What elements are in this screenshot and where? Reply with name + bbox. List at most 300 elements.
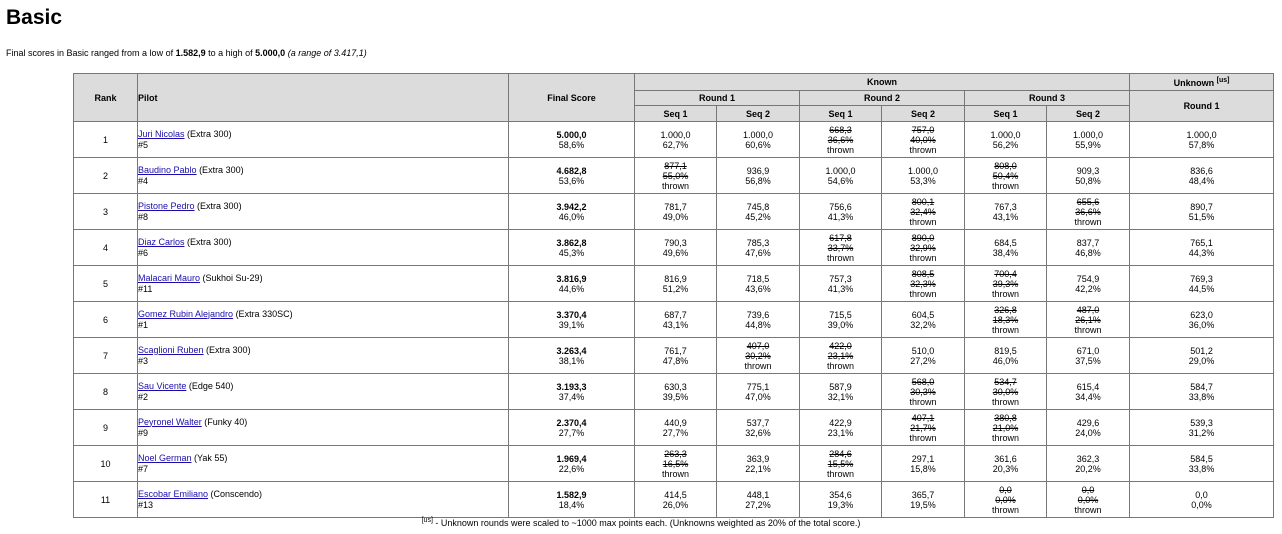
- final-score-percent: 38,1%: [558, 355, 585, 366]
- score-cell: [635, 374, 717, 410]
- final-score-percent: 58,6%: [558, 139, 585, 150]
- seq-score-value: 407,0: [746, 340, 770, 351]
- thrown-score-cell: [800, 230, 882, 266]
- rank-cell: 4: [74, 230, 138, 266]
- score-cell: [882, 446, 965, 482]
- pilot-link[interactable]: Gomez Rubin Alejandro: [138, 308, 234, 319]
- aircraft-label: (Yak 55): [191, 452, 228, 463]
- pilot-cell: [138, 338, 509, 374]
- seq-score-percent: 37,5%: [1075, 355, 1101, 366]
- seq-score-value: 785,3: [746, 237, 770, 248]
- seq-score-value: 877,1: [664, 160, 687, 171]
- seq-score-percent: 27,2%: [910, 355, 936, 366]
- table-row: [74, 302, 1274, 338]
- final-score-value: 5.000,0: [556, 129, 587, 140]
- seq2-header: Seq 2: [1047, 106, 1130, 122]
- seq-score-percent: 47,6%: [745, 247, 771, 258]
- seq-score-value: 361,6: [994, 453, 1017, 464]
- pilot-header: Pilot: [138, 74, 509, 122]
- seq-score-value: 1.000,0: [907, 165, 939, 176]
- seq-score-percent: 46,0%: [992, 355, 1019, 366]
- pilot-cell: [138, 374, 509, 410]
- pilot-link[interactable]: Pistone Pedro: [138, 200, 195, 211]
- score-cell: [1130, 302, 1274, 338]
- seq-score-percent: 39,3%: [992, 278, 1019, 289]
- seq-score-percent: 20,2%: [1075, 463, 1101, 474]
- final-score-percent: 45,3%: [558, 247, 585, 258]
- table-row: [74, 338, 1274, 374]
- seq-score-percent: 39,0%: [827, 319, 854, 330]
- seq-score-value: 0,0: [999, 484, 1012, 495]
- seq-score-percent: 50,8%: [1075, 175, 1101, 186]
- aircraft-label: (Extra 300): [194, 200, 242, 211]
- table-row: [74, 266, 1274, 302]
- seq-score-percent: 23,1%: [827, 350, 854, 361]
- seq-score-percent: 32,6%: [745, 427, 771, 438]
- seq-score-value: 534,7: [994, 376, 1017, 387]
- seq-score-percent: 48,4%: [1188, 175, 1215, 186]
- score-cell: [965, 122, 1047, 158]
- seq-score-percent: 46,8%: [1075, 247, 1101, 258]
- thrown-label: thrown: [909, 252, 937, 263]
- thrown-label: thrown: [909, 432, 937, 443]
- aircraft-label: (Extra 330SC): [233, 308, 293, 319]
- pilot-number: #11: [138, 283, 153, 294]
- table-row: [74, 230, 1274, 266]
- seq-score-value: 745,8: [746, 201, 770, 212]
- unknown-header: [1130, 74, 1274, 91]
- pilot-cell: [138, 266, 509, 302]
- pilot-number: #7: [138, 463, 149, 474]
- thrown-label: thrown: [826, 144, 854, 155]
- seq-score-percent: 0,0%: [1077, 494, 1099, 505]
- final-score-header: Final Score: [509, 74, 635, 122]
- seq-score-value: 775,1: [746, 381, 770, 392]
- aircraft-label: (Sukhoi Su-29): [200, 272, 263, 283]
- thrown-label: thrown: [909, 144, 937, 155]
- seq1-header: Seq 1: [800, 106, 882, 122]
- score-cell: [635, 266, 717, 302]
- seq-score-value: 568,0: [911, 376, 935, 387]
- seq-score-percent: 56,8%: [745, 175, 771, 186]
- seq-score-value: 0,0: [1081, 484, 1095, 495]
- score-cell: [800, 410, 882, 446]
- pilot-number: #3: [138, 355, 149, 366]
- rank-cell: 6: [74, 302, 138, 338]
- seq-score-value: 615,4: [1076, 381, 1100, 392]
- thrown-score-cell: [965, 482, 1047, 518]
- score-cell: [635, 482, 717, 518]
- score-cell: [635, 122, 717, 158]
- final-score-cell: [509, 482, 635, 518]
- seq-score-percent: 32,1%: [827, 391, 854, 402]
- seq-score-value: 623,0: [1190, 309, 1213, 320]
- score-cell: [717, 410, 800, 446]
- score-cell: [635, 410, 717, 446]
- final-score-percent: 37,4%: [558, 391, 585, 402]
- final-score-value: 3.263,4: [556, 345, 587, 356]
- seq-score-percent: 36,6%: [1075, 206, 1101, 217]
- table-row: [74, 374, 1274, 410]
- pilot-link[interactable]: Baudino Pablo: [138, 164, 197, 175]
- final-score-cell: [509, 158, 635, 194]
- seq-score-value: 539,3: [1190, 417, 1213, 428]
- rank-cell: 5: [74, 266, 138, 302]
- seq-score-percent: 31,2%: [1188, 427, 1215, 438]
- table-row: [74, 410, 1274, 446]
- score-cell: [800, 158, 882, 194]
- pilot-cell: [138, 410, 509, 446]
- thrown-label: thrown: [826, 252, 854, 263]
- score-cell: [1047, 122, 1130, 158]
- unknown-footnote-ref: [us]: [1216, 76, 1230, 84]
- aircraft-label: (Extra 300): [184, 128, 232, 139]
- thrown-label: thrown: [1074, 216, 1102, 227]
- pilot-number: #9: [138, 427, 149, 438]
- final-score-value: 1.582,9: [556, 489, 587, 500]
- final-score-value: 3.193,3: [556, 381, 587, 392]
- final-score-percent: 44,6%: [558, 283, 585, 294]
- aircraft-label: (Funky 40): [201, 416, 248, 427]
- seq-score-percent: 27,2%: [745, 499, 771, 510]
- thrown-label: thrown: [826, 360, 854, 371]
- seq-score-value: 800,1: [911, 196, 935, 207]
- final-score-percent: 22,6%: [558, 463, 585, 474]
- seq-score-value: 263,3: [664, 448, 687, 459]
- aircraft-label: (Conscendo): [208, 488, 263, 499]
- results-body: [74, 122, 1274, 518]
- seq-score-value: 604,5: [911, 309, 935, 320]
- seq-score-value: 767,3: [994, 201, 1017, 212]
- seq-score-percent: 30,2%: [745, 350, 771, 361]
- seq-score-value: 757,3: [829, 273, 852, 284]
- unknown-label: Unknown: [1173, 77, 1215, 88]
- thrown-label: thrown: [909, 216, 937, 227]
- score-cell: [1130, 122, 1274, 158]
- rank-cell: 10: [74, 446, 138, 482]
- seq-score-percent: 44,5%: [1188, 283, 1215, 294]
- final-score-percent: 27,7%: [558, 427, 585, 438]
- seq-score-percent: 42,2%: [1075, 283, 1101, 294]
- round3-header: Round 3: [965, 91, 1130, 106]
- seq-score-value: 587,9: [829, 381, 852, 392]
- pilot-cell: [138, 158, 509, 194]
- seq-score-value: 739,6: [746, 309, 770, 320]
- score-cell: [1047, 374, 1130, 410]
- score-cell: [800, 302, 882, 338]
- seq-score-percent: 47,0%: [745, 391, 771, 402]
- seq-score-value: 1.000,0: [1186, 129, 1217, 140]
- aircraft-label: (Extra 300): [196, 164, 244, 175]
- seq-score-percent: 49,0%: [662, 211, 689, 222]
- seq-score-percent: 29,0%: [1188, 355, 1215, 366]
- seq-score-value: 617,8: [829, 232, 852, 243]
- pilot-link[interactable]: Escobar Emiliano: [138, 488, 209, 499]
- score-cell: [965, 230, 1047, 266]
- score-cell: [1047, 230, 1130, 266]
- seq1-header: Seq 1: [635, 106, 717, 122]
- score-cell: [1047, 266, 1130, 302]
- thrown-label: thrown: [991, 324, 1019, 335]
- score-cell: [800, 194, 882, 230]
- final-score-cell: [509, 266, 635, 302]
- rank-header: Rank: [74, 74, 138, 122]
- seq-score-value: 765,1: [1190, 237, 1213, 248]
- thrown-score-cell: [717, 338, 800, 374]
- score-cell: [717, 230, 800, 266]
- seq-score-percent: 39,5%: [662, 391, 689, 402]
- score-range-summary: [6, 48, 367, 59]
- final-score-percent: 53,6%: [558, 175, 585, 186]
- thrown-score-cell: [800, 446, 882, 482]
- seq-score-value: 808,0: [994, 160, 1017, 171]
- final-score-value: 1.969,4: [556, 453, 587, 464]
- seq-score-percent: 62,7%: [662, 139, 689, 150]
- seq-score-percent: 0,0%: [995, 494, 1016, 505]
- rank-cell: 8: [74, 374, 138, 410]
- seq-score-percent: 33,8%: [1188, 463, 1215, 474]
- seq-score-percent: 0,0%: [1191, 499, 1212, 510]
- round2-header: Round 2: [800, 91, 965, 106]
- seq-score-value: 781,7: [664, 201, 687, 212]
- final-score-value: 4.682,8: [556, 165, 587, 176]
- seq-score-percent: 45,2%: [745, 211, 771, 222]
- score-cell: [635, 338, 717, 374]
- thrown-score-cell: [882, 266, 965, 302]
- seq-score-percent: 26,1%: [1075, 314, 1101, 325]
- footnote: [0, 517, 1282, 528]
- final-score-value: 3.942,2: [556, 201, 587, 212]
- seq-score-percent: 43,1%: [662, 319, 689, 330]
- seq-score-percent: 15,5%: [827, 458, 854, 469]
- score-cell: [717, 374, 800, 410]
- seq-score-percent: 34,4%: [1075, 391, 1101, 402]
- seq-score-percent: 38,4%: [992, 247, 1019, 258]
- pilot-link[interactable]: Juri Nicolas: [138, 128, 185, 139]
- rank-cell: 9: [74, 410, 138, 446]
- thrown-label: thrown: [661, 468, 689, 479]
- pilot-number: #6: [138, 247, 149, 258]
- seq-score-percent: 19,5%: [910, 499, 936, 510]
- thrown-score-cell: [800, 122, 882, 158]
- seq-score-value: 297,1: [911, 453, 935, 464]
- seq-score-percent: 53,3%: [910, 175, 936, 186]
- seq-score-value: 836,6: [1190, 165, 1213, 176]
- seq-score-percent: 18,3%: [992, 314, 1019, 325]
- thrown-label: thrown: [991, 180, 1019, 191]
- seq-score-percent: 44,3%: [1188, 247, 1215, 258]
- score-cell: [800, 374, 882, 410]
- seq-score-value: 687,7: [664, 309, 687, 320]
- rank-cell: 1: [74, 122, 138, 158]
- seq-score-percent: 21,7%: [910, 422, 936, 433]
- known-header: Known: [635, 74, 1130, 91]
- pilot-link[interactable]: Scaglioni Ruben: [138, 344, 204, 355]
- seq-score-value: 584,5: [1190, 453, 1213, 464]
- pilot-cell: [138, 230, 509, 266]
- pilot-cell: [138, 446, 509, 482]
- final-score-cell: [509, 230, 635, 266]
- final-score-value: 2.370,4: [556, 417, 587, 428]
- seq-score-value: 1.000,0: [825, 165, 856, 176]
- score-cell: [717, 194, 800, 230]
- seq-score-percent: 15,8%: [910, 463, 936, 474]
- seq-score-percent: 43,6%: [745, 283, 771, 294]
- pilot-link[interactable]: Diaz Carlos: [138, 236, 185, 247]
- thrown-label: thrown: [909, 396, 937, 407]
- seq-score-value: 354,6: [829, 489, 852, 500]
- seq-score-value: 790,3: [664, 237, 687, 248]
- thrown-score-cell: [965, 410, 1047, 446]
- pilot-number: #5: [138, 139, 149, 150]
- score-cell: [635, 302, 717, 338]
- thrown-label: thrown: [1074, 324, 1102, 335]
- seq-score-value: 756,6: [829, 201, 852, 212]
- score-cell: [717, 158, 800, 194]
- score-cell: [965, 338, 1047, 374]
- seq-score-percent: 47,8%: [662, 355, 689, 366]
- score-cell: [965, 194, 1047, 230]
- seq-score-percent: 30,3%: [910, 386, 936, 397]
- score-cell: [882, 482, 965, 518]
- seq-score-percent: 19,3%: [827, 499, 854, 510]
- seq-score-percent: 55,0%: [662, 170, 689, 181]
- rank-cell: 3: [74, 194, 138, 230]
- seq-score-percent: 33,7%: [827, 242, 854, 253]
- table-row: [74, 122, 1274, 158]
- pilot-link[interactable]: Peyronel Walter: [138, 416, 202, 427]
- seq-score-percent: 24,0%: [1075, 427, 1101, 438]
- summary-prefix: Final scores in Basic ranged from a low of: [6, 48, 176, 58]
- rank-cell: 2: [74, 158, 138, 194]
- table-row: [74, 446, 1274, 482]
- seq-score-percent: 32,4%: [910, 206, 936, 217]
- score-cell: [717, 482, 800, 518]
- final-score-value: 3.862,8: [556, 237, 587, 248]
- score-cell: [1047, 158, 1130, 194]
- seq-score-value: 429,6: [1076, 417, 1100, 428]
- final-score-value: 3.816,9: [556, 273, 587, 284]
- thrown-score-cell: [882, 230, 965, 266]
- footnote-marker: [us]: [421, 517, 433, 524]
- thrown-score-cell: [635, 158, 717, 194]
- score-cell: [1130, 338, 1274, 374]
- seq-score-value: 414,5: [664, 489, 687, 500]
- seq-score-percent: 23,1%: [827, 427, 854, 438]
- seq-score-percent: 41,3%: [827, 283, 854, 294]
- seq-score-value: 761,7: [664, 345, 687, 356]
- seq-score-percent: 22,1%: [745, 463, 771, 474]
- seq-score-percent: 49,6%: [662, 247, 689, 258]
- thrown-label: thrown: [826, 468, 854, 479]
- footnote-text: - Unknown rounds were scaled to ~1000 max points each. (Unknowns weighted as 20% of the total score.): [432, 518, 861, 528]
- thrown-score-cell: [635, 446, 717, 482]
- seq-score-value: 537,7: [746, 417, 770, 428]
- score-cell: [1130, 194, 1274, 230]
- score-cell: [1130, 266, 1274, 302]
- pilot-cell: [138, 122, 509, 158]
- final-score-cell: [509, 194, 635, 230]
- pilot-number: #2: [138, 391, 149, 402]
- pilot-link[interactable]: Malacari Mauro: [138, 272, 201, 283]
- score-cell: [1130, 446, 1274, 482]
- seq-score-percent: 51,5%: [1188, 211, 1215, 222]
- seq-score-percent: 57,8%: [1188, 139, 1215, 150]
- seq-score-percent: 44,8%: [745, 319, 771, 330]
- seq-score-value: 1.000,0: [742, 129, 774, 140]
- pilot-link[interactable]: Sau Vicente: [138, 380, 187, 391]
- seq-score-value: 808,5: [911, 268, 935, 279]
- aircraft-label: (Extra 300): [184, 236, 232, 247]
- score-cell: [882, 338, 965, 374]
- final-score-percent: 18,4%: [558, 499, 585, 510]
- seq-score-value: 757,0: [911, 124, 935, 135]
- seq-score-percent: 56,2%: [992, 139, 1019, 150]
- final-score-percent: 39,1%: [558, 319, 585, 330]
- thrown-label: thrown: [744, 360, 772, 371]
- seq-score-percent: 32,2%: [910, 319, 936, 330]
- page-title: Basic: [6, 6, 63, 29]
- rank-cell: 7: [74, 338, 138, 374]
- thrown-score-cell: [882, 194, 965, 230]
- unknown-round1-header: Round 1: [1130, 91, 1274, 122]
- seq-score-percent: 32,3%: [910, 278, 936, 289]
- seq-score-percent: 50,4%: [992, 170, 1019, 181]
- results-table: [73, 73, 1274, 518]
- seq-score-value: 440,9: [664, 417, 687, 428]
- seq-score-percent: 55,9%: [1075, 139, 1101, 150]
- seq-score-percent: 40,0%: [910, 134, 936, 145]
- thrown-score-cell: [800, 338, 882, 374]
- score-cell: [800, 482, 882, 518]
- seq-score-percent: 30,0%: [992, 386, 1019, 397]
- seq-score-percent: 20,3%: [992, 463, 1019, 474]
- seq-score-value: 769,3: [1190, 273, 1213, 284]
- high-score: 5.000,0: [255, 48, 286, 58]
- seq-score-value: 1.000,0: [1073, 129, 1104, 140]
- seq-score-percent: 51,2%: [662, 283, 689, 294]
- final-score-cell: [509, 122, 635, 158]
- thrown-label: thrown: [991, 432, 1019, 443]
- score-cell: [800, 266, 882, 302]
- seq-score-value: 363,9: [746, 453, 770, 464]
- table-row: [74, 482, 1274, 518]
- thrown-score-cell: [1047, 482, 1130, 518]
- aircraft-label: (Extra 300): [203, 344, 251, 355]
- seq-score-value: 380,8: [994, 412, 1017, 423]
- score-cell: [1130, 482, 1274, 518]
- seq-score-value: 284,6: [829, 448, 852, 459]
- thrown-score-cell: [1047, 194, 1130, 230]
- pilot-link[interactable]: Noel German: [138, 452, 192, 463]
- seq-score-percent: 43,1%: [992, 211, 1019, 222]
- seq-score-value: 655,6: [1076, 196, 1100, 207]
- seq-score-value: 700,4: [994, 268, 1017, 279]
- seq-score-value: 487,0: [1076, 304, 1100, 315]
- seq-score-value: 684,5: [994, 237, 1017, 248]
- seq-score-value: 501,2: [1190, 345, 1213, 356]
- score-cell: [1047, 410, 1130, 446]
- seq-score-value: 362,3: [1076, 453, 1100, 464]
- score-cell: [1047, 338, 1130, 374]
- thrown-score-cell: [965, 158, 1047, 194]
- thrown-score-cell: [882, 410, 965, 446]
- seq-score-percent: 26,0%: [662, 499, 689, 510]
- table-row: [74, 194, 1274, 230]
- seq-score-value: 630,3: [664, 381, 687, 392]
- thrown-label: thrown: [991, 288, 1019, 299]
- seq-score-value: 0,0: [1195, 489, 1208, 500]
